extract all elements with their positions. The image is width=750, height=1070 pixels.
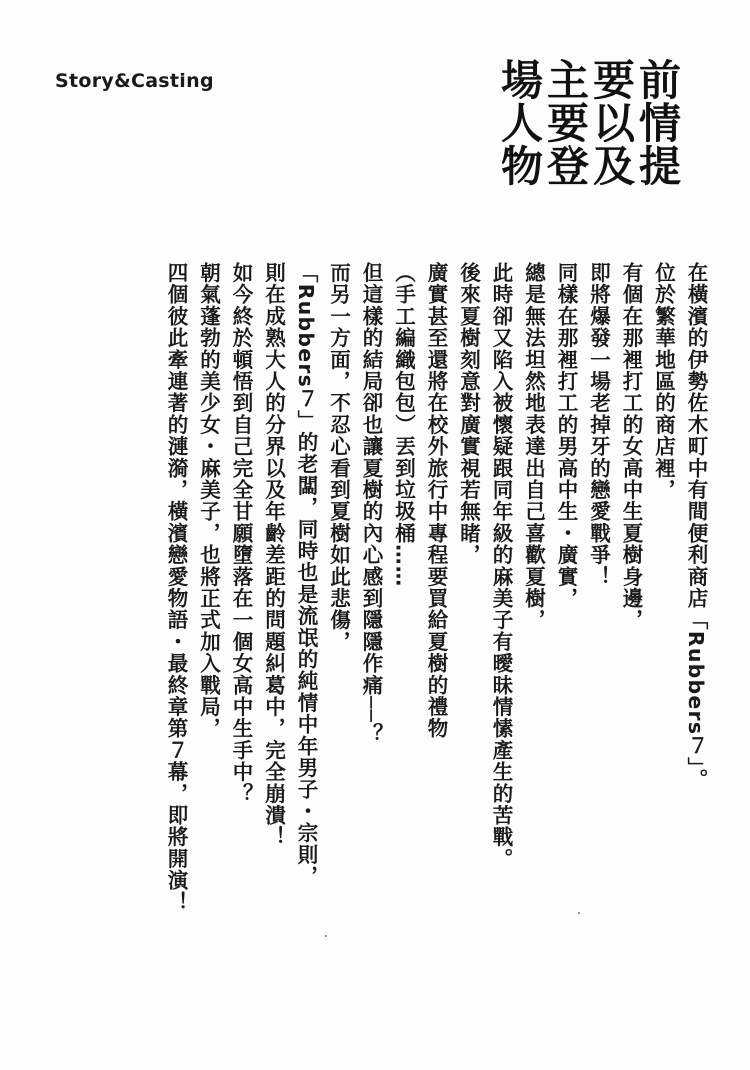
story-line: 則在成熟大人的分界以及年齡差距的問題糾葛中，完全崩潰！	[261, 262, 286, 848]
story-line: 「Rubbers７」的老闆，同時也是流氓的純情中年男子・宗則，	[294, 262, 318, 888]
story-text	[42, 262, 712, 1002]
story-line: （手工編織包包）丟到垃圾桶……	[391, 262, 416, 588]
story-line: 但這樣的結局卻也讓夏樹的內心感到隱隱作痛──？	[359, 262, 383, 745]
section-label: Story&Casting	[55, 70, 214, 92]
story-line: 廣實甚至還將在校外旅行中專程要買給夏樹的禮物	[424, 262, 448, 740]
story-line: 位於繁華地區的商店裡，	[651, 262, 676, 501]
story-line: 如今終於頓悟到自己完全甘願墮落在一個女高中生手中？	[229, 262, 253, 805]
scan-speck	[325, 935, 327, 937]
story-line: 四個彼此牽連著的漣漪，橫濱戀愛物語・最終章第７幕，即將開演！	[164, 262, 188, 913]
story-line: 總是無法坦然地表達出自己喜歡夏樹，	[521, 262, 546, 631]
story-line: 後來夏樹刻意對廣實視若無睹，	[456, 262, 481, 566]
story-line: 此時卻又陷入被懷疑跟同年級的麻美子有曖昧情愫產生的苦戰。	[489, 262, 513, 870]
story-line: 即將爆發一場老掉牙的戀愛戰爭！	[586, 262, 611, 588]
story-line: 而另一方面，不忍心看到夏樹如此悲傷，	[326, 262, 351, 653]
story-line: 同樣在那裡打工的男高中生・廣實，	[554, 262, 578, 610]
page-title: 前情提要以及主要登場人物	[495, 58, 682, 187]
story-line: 有個在那裡打工的女高中生夏樹身邊，	[619, 262, 643, 631]
story-line: 朝氣蓬勃的美少女・麻美子，也將正式加入戰局，	[196, 262, 221, 740]
story-line: 在橫濱的伊勢佐木町中有間便利商店「Rubbers７」。	[684, 262, 708, 791]
scan-speck	[578, 912, 580, 914]
